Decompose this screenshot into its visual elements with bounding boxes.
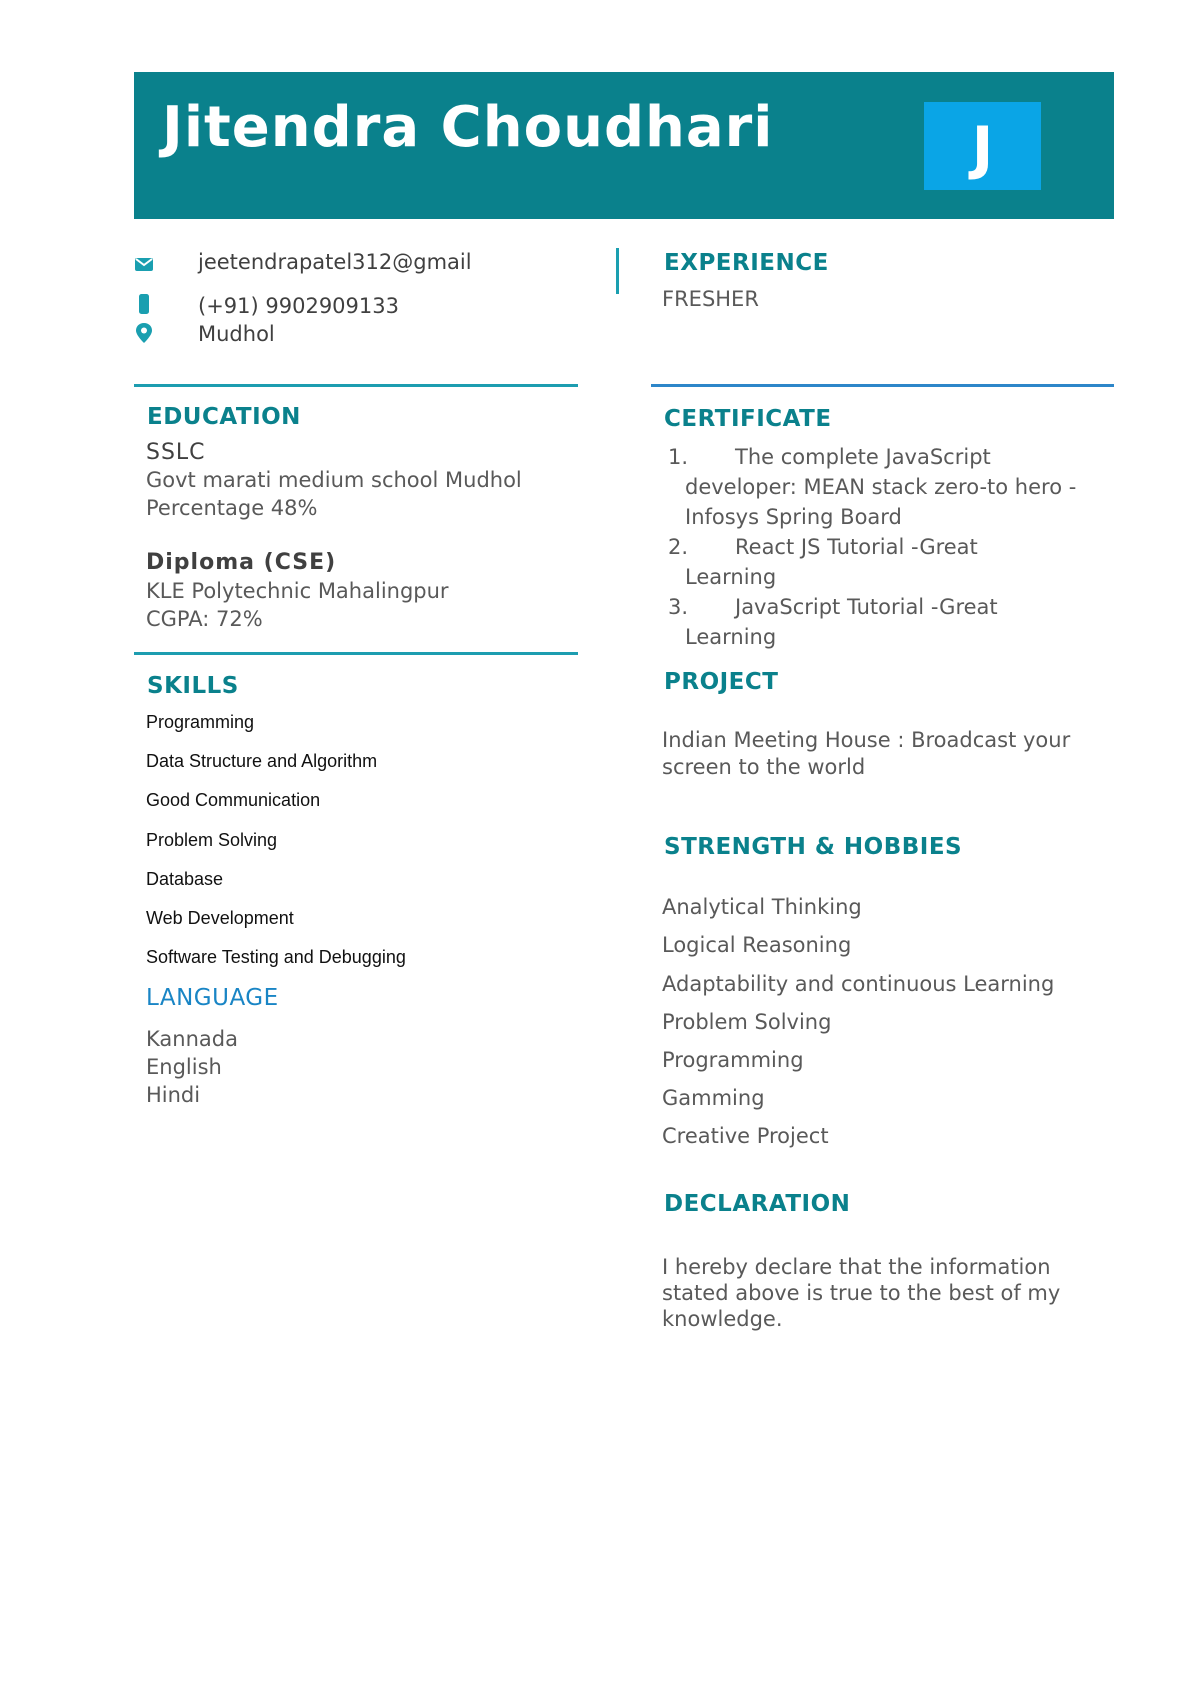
candidate-name: Jitendra Choudhari	[162, 95, 774, 160]
location-text: Mudhol	[198, 322, 275, 346]
certificate-line: Infosys Spring Board	[685, 505, 902, 529]
education-school: KLE Polytechnic Mahalingpur	[146, 579, 449, 603]
declaration-line: I hereby declare that the information	[662, 1255, 1051, 1279]
phone-text: (+91) 9902909133	[198, 294, 399, 318]
strength-item: Gamming	[662, 1086, 765, 1110]
mail-icon	[134, 254, 154, 274]
certificate-rule	[651, 384, 1114, 387]
education-score: CGPA: 72%	[146, 607, 263, 631]
language-item: Hindi	[146, 1083, 201, 1107]
location-pin-icon	[134, 323, 154, 343]
project-line: screen to the world	[662, 755, 866, 779]
certificate-line: The complete JavaScript	[735, 445, 991, 469]
project-line: Indian Meeting House : Broadcast your	[662, 728, 1071, 752]
skill-item: Data Structure and Algorithm	[146, 751, 378, 771]
certificate-number: 2.	[668, 535, 689, 559]
skill-item: Web Development	[146, 908, 294, 928]
experience-value: FRESHER	[662, 287, 759, 311]
certificate-number: 1.	[668, 445, 689, 469]
strength-item: Creative Project	[662, 1124, 829, 1148]
certificate-line: developer: MEAN stack zero-to hero -	[685, 475, 1077, 499]
skill-item: Good Communication	[146, 790, 321, 810]
email-text: jeetendrapatel312@gmail	[198, 250, 472, 274]
education-degree: Diploma (CSE)	[146, 550, 337, 575]
strength-item: Logical Reasoning	[662, 933, 852, 957]
initial-badge: J	[924, 102, 1041, 190]
language-item: Kannada	[146, 1027, 238, 1051]
skills-heading: SKILLS	[147, 673, 239, 699]
strength-item: Adaptability and continuous Learning	[662, 972, 1055, 996]
strength-item: Programming	[662, 1048, 804, 1072]
certificate-number: 3.	[668, 595, 689, 619]
education-degree: SSLC	[146, 440, 206, 465]
certificate-heading: CERTIFICATE	[664, 406, 832, 432]
certificate-line: Learning	[685, 625, 777, 649]
language-heading: LANGUAGE	[146, 985, 279, 1011]
education-rule	[134, 384, 578, 387]
experience-heading: EXPERIENCE	[664, 250, 829, 276]
declaration-line: stated above is true to the best of my	[662, 1281, 1061, 1305]
skills-rule	[134, 652, 578, 655]
certificate-line: Learning	[685, 565, 777, 589]
column-divider	[616, 248, 619, 294]
certificate-line: React JS Tutorial -Great	[735, 535, 978, 559]
education-score: Percentage 48%	[146, 496, 318, 520]
certificate-line: JavaScript Tutorial -Great	[735, 595, 998, 619]
declaration-line: knowledge.	[662, 1307, 783, 1331]
strength-item: Problem Solving	[662, 1010, 832, 1034]
education-heading: EDUCATION	[147, 404, 301, 430]
strength-item: Analytical Thinking	[662, 895, 862, 919]
project-heading: PROJECT	[664, 669, 779, 695]
header-banner	[134, 72, 1114, 219]
skill-item: Problem Solving	[146, 830, 278, 850]
skill-item: Software Testing and Debugging	[146, 947, 406, 967]
education-school: Govt marati medium school Mudhol	[146, 468, 522, 492]
phone-icon	[134, 294, 154, 314]
declaration-heading: DECLARATION	[664, 1191, 851, 1217]
skill-item: Programming	[146, 712, 255, 732]
skill-item: Database	[146, 869, 224, 889]
strengths-heading: STRENGTH & HOBBIES	[664, 834, 963, 860]
language-item: English	[146, 1055, 222, 1079]
